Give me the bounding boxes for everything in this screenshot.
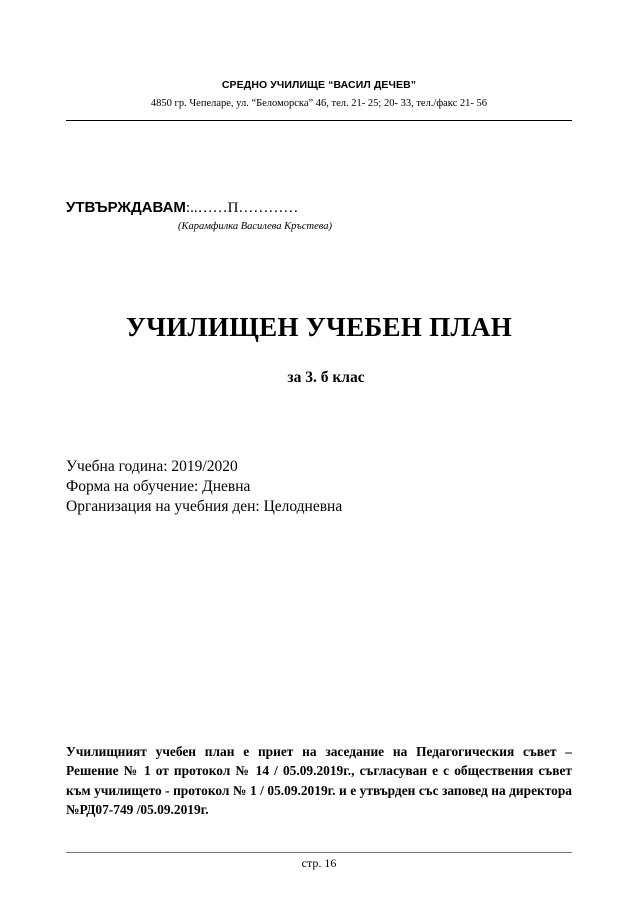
header-divider: [66, 120, 572, 121]
document-title: УЧИЛИЩЕН УЧЕБЕН ПЛАН: [125, 312, 513, 342]
approval-line: [66, 199, 298, 217]
approval-note: Училищният учебен план е приет на заседание на Педагогическия съвет – Решение № 1 от протокол № 14 / 05.09.2019г., съгласуван е с обществения съвет към училището - протокол № 1 / 05.09.2019г. и е утвърден със заповед на директора №РД07-749 /05.09.2019г.: [66, 744, 572, 818]
document-subtitle: за 3. б клас: [287, 369, 365, 386]
school-address: 4850 гр. Чепеларе, ул. “Беломорска” 46, тел. 21- 25; 20- 33, тел./факс 21- 56: [150, 98, 488, 109]
form-of-education: Форма на обучение: Дневна: [66, 478, 251, 495]
school-name: СРЕДНО УЧИЛИЩЕ “ВАСИЛ ДЕЧЕВ”: [221, 79, 417, 91]
school-year: Учебна година: 2019/2020: [66, 458, 238, 475]
approval-label: УТВЪРЖДАВАМ: [66, 199, 186, 216]
page-number: стр. 16: [301, 856, 337, 870]
approver-name: (Карамфилка Василева Кръстева): [178, 221, 332, 232]
footer-divider: [66, 852, 572, 853]
signature-line: :..……П…………: [185, 200, 299, 216]
day-organization: Организация на учебния ден: Целодневна: [66, 498, 343, 515]
